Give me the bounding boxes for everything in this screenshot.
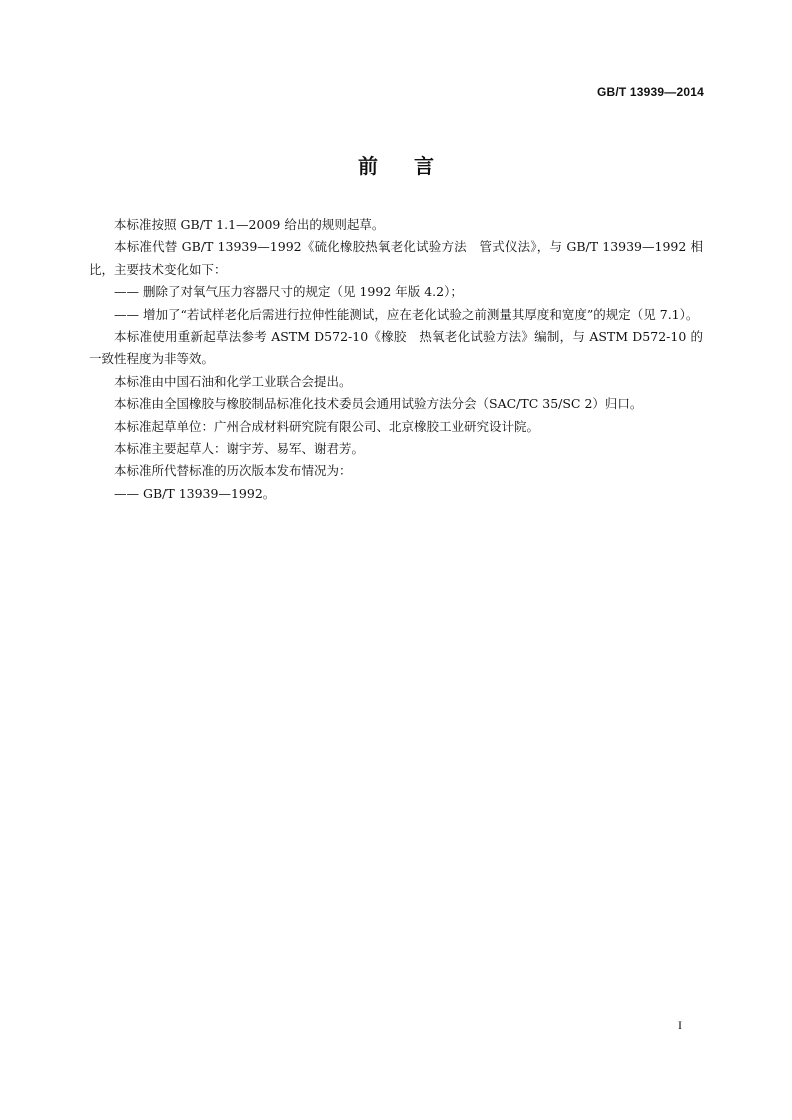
list-item-text: 删除了对氧气压力容器尺寸的规定（见 1992 年版 4.2）； <box>143 284 463 300</box>
paragraph-drafting-units: 本标准起草单位：广州合成材料研究院有限公司、北京橡胶工业研究设计院。 <box>114 418 540 434</box>
page-title: 前言 <box>358 154 470 178</box>
paragraph-reference-standard: 本标准使用重新起草法参考 ASTM D572-10《橡胶 热氧老化试验方法》编制，与 ASTM D572-10 的一致性程度为非等效。 <box>89 329 703 367</box>
foreword-body <box>89 214 703 505</box>
list-item-text: GB/T 13939—1992。 <box>143 485 276 501</box>
page-number: I <box>678 1018 682 1032</box>
paragraph-proposed-by: 本标准由中国石油和化学工业联合会提出。 <box>114 373 352 389</box>
dash-marker: —— <box>114 306 139 322</box>
list-item-addition <box>89 304 703 326</box>
dash-marker: —— <box>114 485 139 501</box>
list-item-text: 增加了“若试样老化后需进行拉伸性能测试，应在老化试验之前测量其厚度和宽度”的规定（见 7.1）。 <box>143 306 699 322</box>
paragraph-under-jurisdiction: 本标准由全国橡胶与橡胶制品标准化技术委员会通用试验方法分会（SAC/TC 35/SC 2）归口。 <box>114 396 643 412</box>
paragraph-previous-editions: 本标准所代替标准的历次版本发布情况为： <box>114 463 352 479</box>
list-item-previous-edition <box>89 483 703 505</box>
paragraph-replacement: 本标准代替 GB/T 13939—1992《硫化橡胶热氧老化试验方法 管式仪法》，与 GB/T 13939—1992 相比，主要技术变化如下： <box>89 239 703 277</box>
paragraph-drafters: 本标准主要起草人：谢宇芳、易军、谢君芳。 <box>114 441 365 457</box>
list-item-deletion <box>89 281 703 303</box>
paragraph-drafting-rule: 本标准按照 GB/T 1.1—2009 给出的规则起草。 <box>114 217 385 232</box>
document-code-header: GB/T 13939—2014 <box>596 85 704 99</box>
dash-marker: —— <box>114 284 139 300</box>
